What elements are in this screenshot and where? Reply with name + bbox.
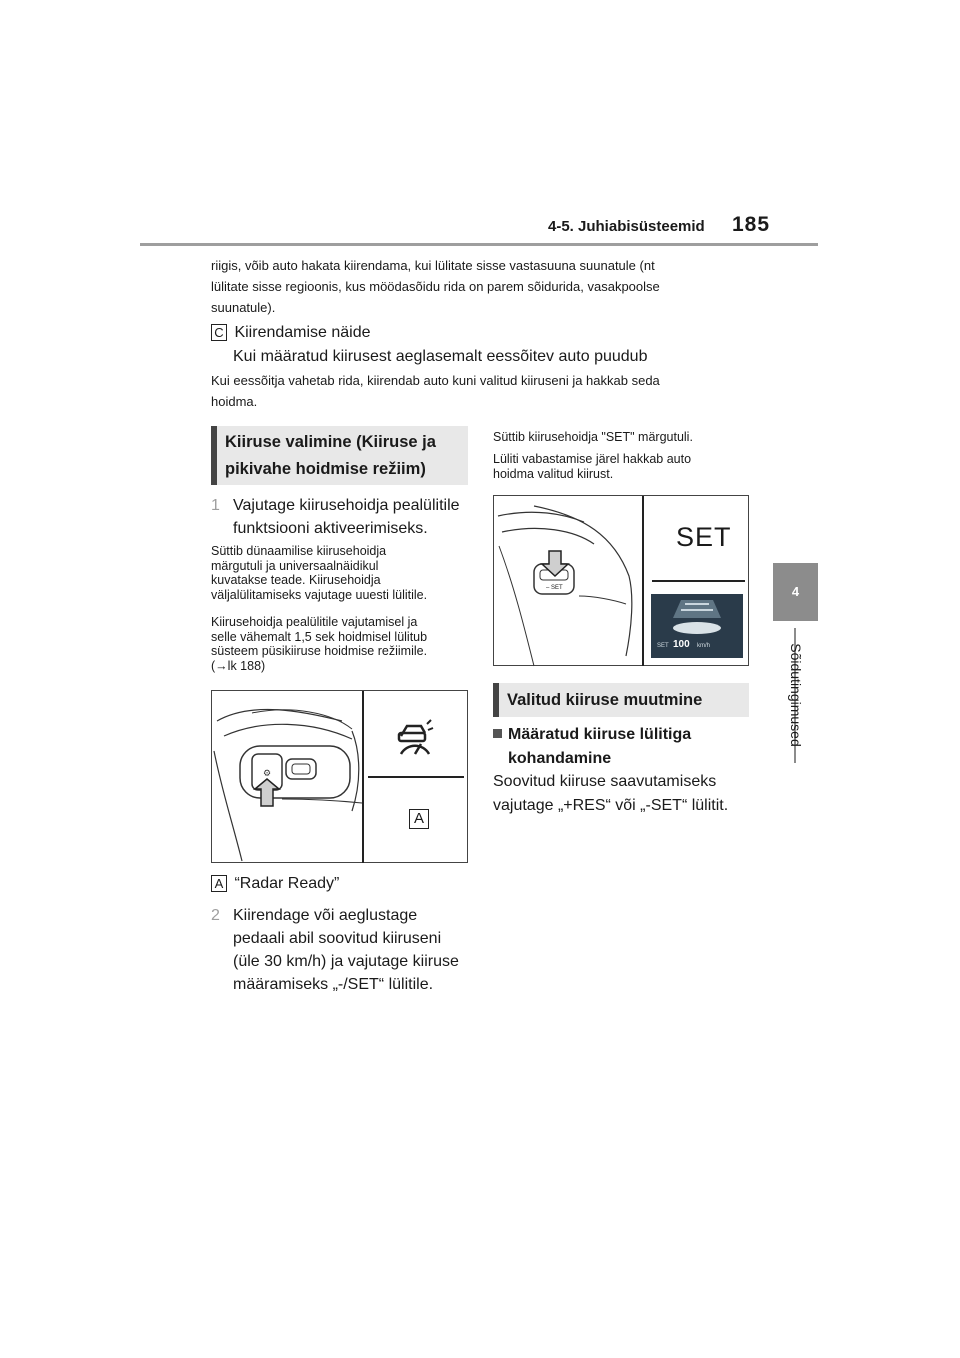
heading-line: pikivahe hoidmise režiim) [225, 460, 426, 478]
text-line: hoidma. [211, 394, 258, 409]
steering-switch-figure [211, 690, 468, 863]
text-line: kohandamine [508, 750, 612, 767]
label-a: A [211, 875, 227, 892]
chapter-title-vertical [781, 630, 811, 760]
chapter-tab: 4 [773, 563, 818, 621]
example-title: Kiirendamise näide [234, 324, 371, 341]
set-display-text: SET [676, 522, 732, 552]
text-line: Kiirendage või aeglustage [233, 907, 418, 924]
text-line: riigis, võib auto hakata kiirendama, kui lülitate sisse vastasuuna suunatule (nt [211, 258, 655, 273]
text-line: Süttib dünaamilise kiirusehoidja [211, 544, 387, 558]
example-text [211, 370, 751, 412]
text-line: hoidma valitud kiirust. [493, 467, 614, 481]
subheading [493, 723, 753, 771]
radar-cruise-icon [395, 716, 435, 756]
intro-paragraph [211, 255, 751, 318]
text-line: määramiseks „-/SET“ lülitile. [233, 976, 434, 993]
page-number: 185 [732, 213, 771, 236]
header-divider [140, 243, 818, 246]
lane-graphic-icon [651, 594, 743, 642]
speed-value: 100 [673, 639, 690, 650]
figure-divider-vertical [362, 691, 364, 863]
meter-display [651, 594, 743, 658]
adjust-speed-text [493, 770, 763, 818]
text-line: vajutage „+RES“ või „-SET“ lülitit. [493, 797, 729, 814]
page-reference: (→lk 188) [211, 658, 266, 673]
text-line: süsteem püsikiiruse hoidmise režiimile. [211, 644, 428, 658]
speed-unit: km/h [697, 643, 711, 649]
speed-prefix: SET [657, 643, 669, 649]
figure-divider-horizontal [368, 776, 464, 778]
text-line: Soovitud kiiruse saavutamiseks [493, 773, 717, 790]
set-indicator-note [493, 430, 753, 482]
text-line: kuvatakse teade. Kiirusehoidja [211, 573, 381, 587]
text-line: Süttib kiirusehoidja "SET" märgutuli. [493, 430, 693, 444]
chapter-title: Sõidutingimused [788, 643, 804, 747]
set-switch-figure [493, 495, 749, 666]
figure-divider-horizontal [652, 580, 745, 582]
text-line: märgutuli ja universaalnäidikul [211, 558, 379, 573]
text-line: (üle 30 km/h) ja vajutage kiiruse [233, 953, 459, 970]
figure-divider-vertical [642, 496, 644, 666]
note-2 [211, 615, 471, 673]
step-1 [211, 494, 471, 540]
example-subtitle: Kui määratud kiirusest aeglasemalt eessõitev auto puudub [233, 348, 648, 365]
step-2 [211, 904, 471, 996]
example-block [211, 321, 371, 345]
text-line: lülitate sisse regioonis, kus möödasõidu rida on parem sõidurida, vasakpoolse [211, 279, 660, 294]
svg-text:⚙: ⚙ [262, 769, 272, 779]
text-line: pedaali abil soovitud kiiruseni [233, 930, 442, 947]
text-line: Kiirusehoidja pealülitile vajutamisel ja [211, 615, 418, 629]
section-heading-speed-setting [211, 426, 468, 485]
caption-a [211, 873, 339, 895]
section-title: 4-5. Juhiabisüsteemid [548, 218, 705, 235]
note-1 [211, 544, 471, 602]
switch-label: – SET [546, 585, 563, 591]
figure-label-a: A [409, 809, 429, 829]
heading-line: Kiiruse valimine (Kiiruse ja [225, 433, 436, 451]
text-line: Lüliti vabastamise järel hakkab auto [493, 452, 692, 466]
step-number: 1 [211, 497, 220, 514]
text-line: selle vähemalt 1,5 sek hoidmisel lülitub [211, 629, 428, 644]
text-line: väljalülitamiseks vajutage uuesti lülitile. [211, 587, 428, 602]
section-heading-change-speed: Valitud kiiruse muutmine [493, 683, 749, 717]
caption-text: “Radar Ready” [234, 875, 340, 892]
step-number: 2 [211, 907, 220, 924]
text-line: Kui eessõitja vahetab rida, kiirendab auto kuni valitud kiiruseni ja hakkab seda [211, 373, 660, 388]
square-bullet-icon [493, 729, 502, 738]
text-line: funktsiooni aktiveerimiseks. [233, 520, 428, 537]
label-c: C [211, 324, 227, 341]
text-line: Määratud kiiruse lülitiga [508, 726, 692, 743]
text-line: suunatule). [211, 300, 276, 315]
text-line: Vajutage kiirusehoidja pealülitile [233, 497, 460, 514]
